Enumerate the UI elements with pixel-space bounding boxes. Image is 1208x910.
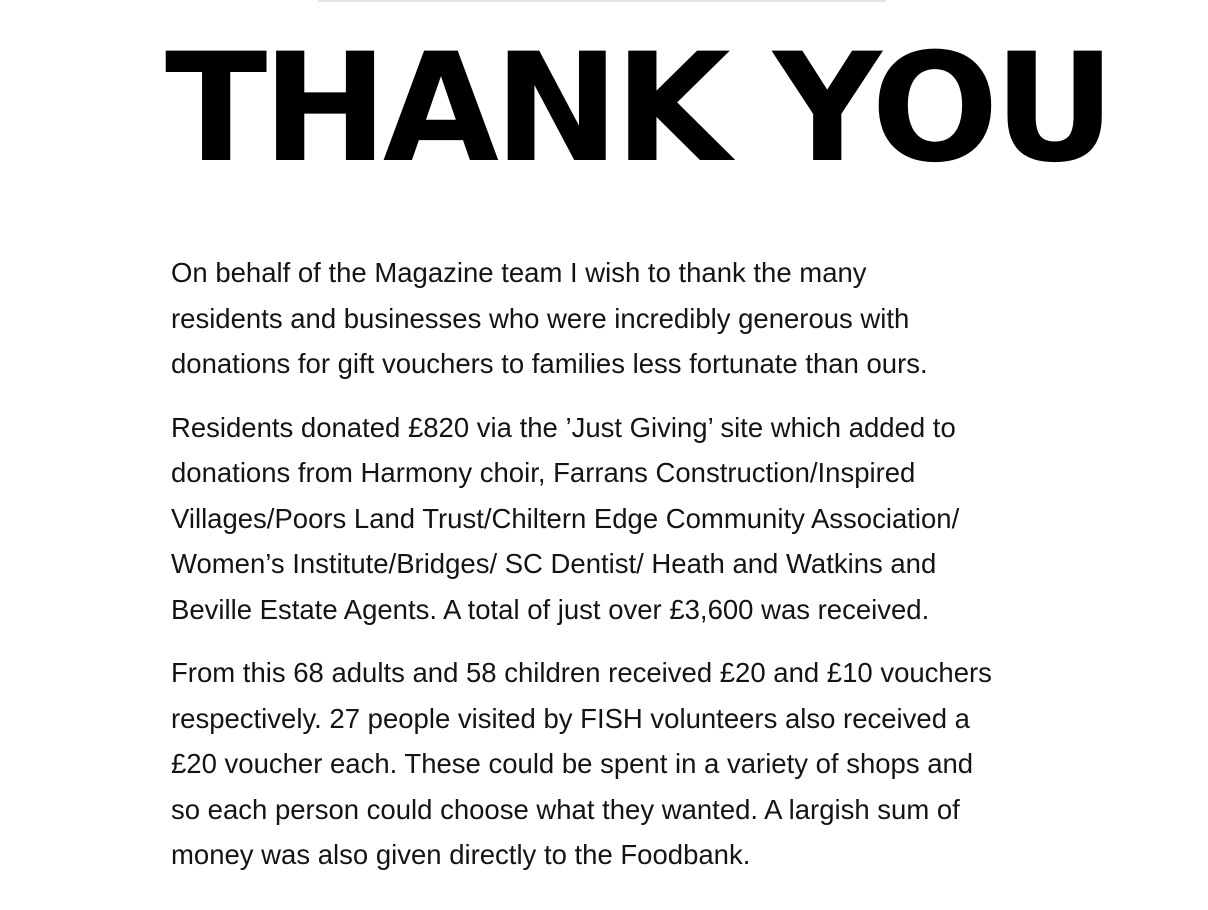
body-text — [171, 250, 1071, 896]
cut-off-text-line — [171, 898, 931, 910]
paragraph-vouchers: From this 68 adults and 58 children received £20 and £10 vouchers respectively. 27 people visited by FISH volunteers also received a £20 voucher each. These could be spent in a variety of shops and so each person could choose what they wanted. A largish sum of money was also given directly to the Foodbank. — [171, 657, 992, 870]
top-divider — [318, 0, 886, 2]
paragraph-thanks: On behalf of the Magazine team I wish to thank the many residents and businesses who were incredibly generous with donations for gift vouchers to families less fortunate than ours. — [171, 257, 928, 379]
page-title: THANK YOU — [165, 22, 1111, 196]
paragraph-donations: Residents donated £820 via the ’Just Giving’ site which added to donations from Harmony choir, Farrans Construction/Inspired Villages/Poors Land Trust/Chiltern Edge Community Association/ Women’s Institute/Bridges/ SC Dentist/ Heath and Watkins and Beville Estate Agents. A total of just over £3,600 was received. — [171, 411, 960, 625]
